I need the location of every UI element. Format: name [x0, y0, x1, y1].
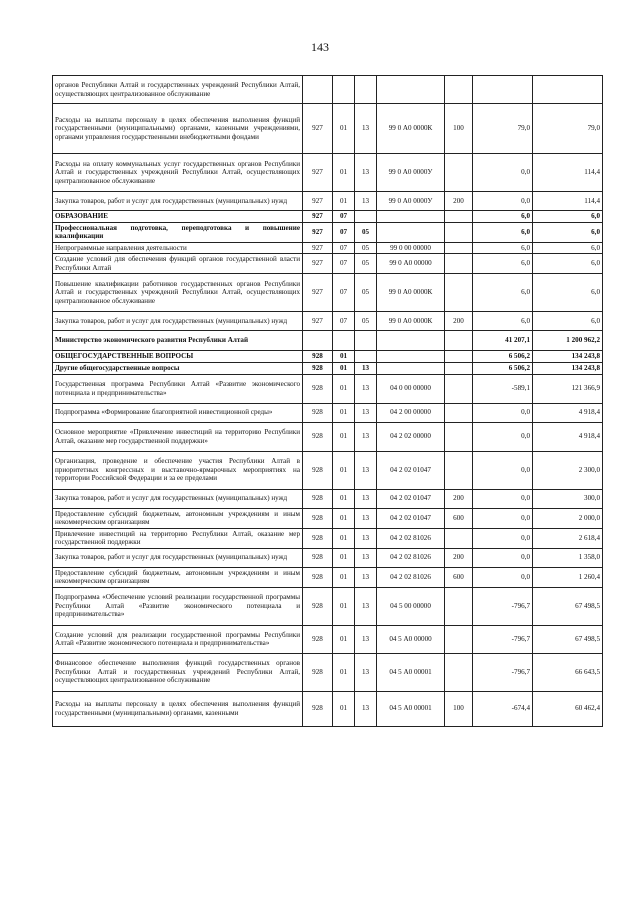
cell-target-article: 99 0 А0 0000К: [377, 104, 445, 154]
cell-target-article: 04 5 А0 00000: [377, 625, 445, 653]
cell-section: 01: [333, 192, 355, 211]
cell-ministry-code: 928: [303, 653, 333, 691]
cell-target-article: 99 0 00 00000: [377, 242, 445, 254]
cell-amount-change: 6,0: [473, 242, 533, 254]
cell-amount-total: 134 243,8: [533, 351, 603, 363]
cell-expense-type: 600: [445, 508, 473, 528]
cell-ministry-code: 927: [303, 104, 333, 154]
cell-name: Организация, проведение и обеспечение участия Республики Алтай в приоритетных конгрессных и выставочно-ярмарочных мероприятиях на территории Российской Федерации и за ее пределами: [53, 451, 303, 489]
cell-subsection: 05: [355, 222, 377, 242]
table-row: [53, 242, 603, 254]
table-row: [53, 567, 603, 587]
cell-expense-type: [445, 422, 473, 451]
table-row: [53, 211, 603, 223]
table-row: [53, 548, 603, 567]
cell-amount-total: 114,4: [533, 154, 603, 192]
cell-name: Предоставление субсидий бюджетным, автономным учреждениям и иным некоммерческим организациям: [53, 508, 303, 528]
cell-target-article: 04 2 02 81026: [377, 548, 445, 567]
cell-amount-change: 6,0: [473, 312, 533, 331]
cell-subsection: 05: [355, 274, 377, 312]
cell-name: Расходы на выплаты персоналу в целях обеспечения выполнения функций государственными (муниципальными) органами, казенными: [53, 691, 303, 726]
cell-section: 07: [333, 211, 355, 223]
cell-subsection: [355, 331, 377, 351]
table-row: [53, 331, 603, 351]
cell-name: Государственная программа Республики Алтай «Развитие экономического потенциала и предпринимательства»: [53, 374, 303, 403]
cell-name: Подпрограмма «Формирование благоприятной инвестиционной среды»: [53, 403, 303, 422]
cell-section: 01: [333, 528, 355, 548]
cell-target-article: 04 2 02 01047: [377, 508, 445, 528]
cell-expense-type: 600: [445, 567, 473, 587]
table-row: [53, 374, 603, 403]
table-row: [53, 528, 603, 548]
cell-subsection: [355, 211, 377, 223]
cell-amount-total: 66 643,5: [533, 653, 603, 691]
table-row: [53, 489, 603, 508]
cell-amount-total: 6,0: [533, 222, 603, 242]
cell-expense-type: [445, 211, 473, 223]
table-row: [53, 222, 603, 242]
cell-target-article: 04 2 02 01047: [377, 451, 445, 489]
cell-amount-total: 134 243,8: [533, 363, 603, 375]
cell-amount-change: 79,0: [473, 104, 533, 154]
cell-expense-type: 100: [445, 691, 473, 726]
cell-amount-total: [533, 76, 603, 104]
cell-ministry-code: 928: [303, 567, 333, 587]
cell-amount-total: 1 200 962,2: [533, 331, 603, 351]
cell-expense-type: 200: [445, 489, 473, 508]
cell-expense-type: [445, 403, 473, 422]
cell-section: 01: [333, 451, 355, 489]
cell-ministry-code: 928: [303, 489, 333, 508]
cell-name: Министерство экономического развития Республики Алтай: [53, 331, 303, 351]
cell-name: Создание условий для реализации государственной программы Республики Алтай «Развитие экономического потенциала и предпринимательства»: [53, 625, 303, 653]
cell-subsection: 13: [355, 403, 377, 422]
cell-ministry-code: 928: [303, 451, 333, 489]
cell-subsection: 13: [355, 508, 377, 528]
cell-amount-change: 0,0: [473, 154, 533, 192]
cell-target-article: 04 2 02 01047: [377, 489, 445, 508]
cell-subsection: [355, 76, 377, 104]
cell-name: ОБЩЕГОСУДАРСТВЕННЫЕ ВОПРОСЫ: [53, 351, 303, 363]
cell-expense-type: 200: [445, 192, 473, 211]
cell-subsection: 13: [355, 374, 377, 403]
cell-section: 01: [333, 587, 355, 625]
cell-expense-type: [445, 625, 473, 653]
cell-subsection: 13: [355, 451, 377, 489]
cell-subsection: 05: [355, 312, 377, 331]
cell-ministry-code: 928: [303, 691, 333, 726]
cell-target-article: 99 0 А0 0000К: [377, 312, 445, 331]
cell-target-article: [377, 76, 445, 104]
cell-section: 01: [333, 691, 355, 726]
cell-amount-total: 1 260,4: [533, 567, 603, 587]
cell-amount-change: 0,0: [473, 403, 533, 422]
cell-section: 01: [333, 567, 355, 587]
cell-section: 01: [333, 422, 355, 451]
cell-subsection: 05: [355, 242, 377, 254]
cell-subsection: 13: [355, 104, 377, 154]
cell-name: Закупка товаров, работ и услуг для государственных (муниципальных) нужд: [53, 548, 303, 567]
cell-amount-change: 0,0: [473, 548, 533, 567]
cell-subsection: 13: [355, 548, 377, 567]
cell-ministry-code: 927: [303, 312, 333, 331]
cell-amount-change: 6,0: [473, 274, 533, 312]
table-row: [53, 104, 603, 154]
table-row: [53, 625, 603, 653]
cell-target-article: 99 0 А0 0000У: [377, 154, 445, 192]
table-row: [53, 274, 603, 312]
cell-amount-total: 67 498,5: [533, 625, 603, 653]
cell-subsection: 13: [355, 489, 377, 508]
table-row: [53, 76, 603, 104]
cell-amount-total: 6,0: [533, 211, 603, 223]
cell-name: Повышение квалификации работников государственных органов Республики Алтай и государственных учреждений Республики Алтай, осуществляющих централизованное обслуживание: [53, 274, 303, 312]
cell-ministry-code: 927: [303, 211, 333, 223]
cell-target-article: [377, 211, 445, 223]
cell-section: 07: [333, 242, 355, 254]
cell-expense-type: 100: [445, 104, 473, 154]
budget-table: [52, 75, 603, 727]
cell-subsection: 13: [355, 192, 377, 211]
cell-section: 07: [333, 254, 355, 274]
cell-section: 07: [333, 312, 355, 331]
cell-subsection: 13: [355, 587, 377, 625]
table-row: [53, 312, 603, 331]
cell-amount-change: [473, 76, 533, 104]
table-row: [53, 587, 603, 625]
cell-amount-total: 79,0: [533, 104, 603, 154]
cell-ministry-code: 928: [303, 422, 333, 451]
cell-amount-change: -796,7: [473, 625, 533, 653]
cell-target-article: [377, 222, 445, 242]
cell-section: 01: [333, 625, 355, 653]
cell-name: Расходы на оплату коммунальных услуг государственных органов Республики Алтай и государственных учреждений Республики Алтай, осуществляющих централизованное обслуживание: [53, 154, 303, 192]
cell-name: Основное мероприятие «Привлечение инвестиций на территорию Республики Алтай, оказание мер государственной поддержки»: [53, 422, 303, 451]
cell-ministry-code: 928: [303, 587, 333, 625]
table-row: [53, 691, 603, 726]
cell-amount-change: 0,0: [473, 528, 533, 548]
cell-expense-type: 200: [445, 312, 473, 331]
cell-expense-type: [445, 222, 473, 242]
table-row: [53, 254, 603, 274]
cell-amount-total: 2 000,0: [533, 508, 603, 528]
cell-ministry-code: 927: [303, 154, 333, 192]
cell-target-article: 04 2 02 81026: [377, 528, 445, 548]
cell-name: Расходы на выплаты персоналу в целях обеспечения выполнения функций государственными (муниципальными) органами, казенными учреждениями, органами управления государственными внебюджетными фондами: [53, 104, 303, 154]
cell-amount-change: -589,1: [473, 374, 533, 403]
cell-amount-change: 0,0: [473, 508, 533, 528]
cell-subsection: 13: [355, 363, 377, 375]
cell-subsection: 13: [355, 625, 377, 653]
cell-subsection: 13: [355, 528, 377, 548]
cell-section: 01: [333, 363, 355, 375]
cell-section: 01: [333, 508, 355, 528]
cell-name: Непрограммные направления деятельности: [53, 242, 303, 254]
cell-ministry-code: [303, 76, 333, 104]
cell-name: Финансовое обеспечение выполнения функций государственных органов Республики Алтай и государственных учреждений Республики Алтай, осуществляющих централизованное обслуживание: [53, 653, 303, 691]
cell-ministry-code: 928: [303, 351, 333, 363]
cell-amount-change: 6,0: [473, 222, 533, 242]
cell-ministry-code: 927: [303, 254, 333, 274]
cell-target-article: 04 2 02 00000: [377, 422, 445, 451]
cell-section: 07: [333, 222, 355, 242]
cell-amount-change: -796,7: [473, 653, 533, 691]
cell-subsection: 13: [355, 567, 377, 587]
cell-expense-type: [445, 374, 473, 403]
cell-ministry-code: [303, 331, 333, 351]
cell-section: 01: [333, 374, 355, 403]
cell-expense-type: [445, 76, 473, 104]
cell-ministry-code: 928: [303, 548, 333, 567]
cell-section: [333, 331, 355, 351]
cell-amount-change: 0,0: [473, 192, 533, 211]
cell-ministry-code: 927: [303, 222, 333, 242]
cell-subsection: [355, 351, 377, 363]
cell-section: 01: [333, 489, 355, 508]
cell-target-article: 99 0 А0 0000К: [377, 274, 445, 312]
cell-amount-change: 41 207,1: [473, 331, 533, 351]
cell-name: Предоставление субсидий бюджетным, автономным учреждениям и иным некоммерческим организациям: [53, 567, 303, 587]
cell-section: 01: [333, 403, 355, 422]
cell-target-article: 04 5 00 00000: [377, 587, 445, 625]
cell-expense-type: [445, 351, 473, 363]
cell-target-article: 99 0 А0 0000У: [377, 192, 445, 211]
cell-ministry-code: 928: [303, 625, 333, 653]
table-row: [53, 508, 603, 528]
cell-ministry-code: 928: [303, 403, 333, 422]
cell-target-article: 04 5 А0 00001: [377, 653, 445, 691]
cell-subsection: 05: [355, 254, 377, 274]
cell-section: 01: [333, 548, 355, 567]
cell-amount-total: 6,0: [533, 274, 603, 312]
cell-ministry-code: 928: [303, 528, 333, 548]
cell-amount-total: 2 618,4: [533, 528, 603, 548]
cell-subsection: 13: [355, 691, 377, 726]
cell-amount-total: 114,4: [533, 192, 603, 211]
cell-name: Создание условий для обеспечения функций органов государственной власти Республики Алтай: [53, 254, 303, 274]
cell-name: Привлечение инвестиций на территорию Республики Алтай, оказание мер государственной поддержки: [53, 528, 303, 548]
cell-expense-type: [445, 274, 473, 312]
cell-expense-type: [445, 528, 473, 548]
cell-ministry-code: 927: [303, 192, 333, 211]
cell-amount-change: -674,4: [473, 691, 533, 726]
cell-amount-change: -796,7: [473, 587, 533, 625]
table-row: [53, 192, 603, 211]
cell-amount-change: 0,0: [473, 451, 533, 489]
cell-subsection: 13: [355, 422, 377, 451]
cell-amount-total: 4 918,4: [533, 403, 603, 422]
cell-subsection: 13: [355, 653, 377, 691]
cell-amount-total: 2 300,0: [533, 451, 603, 489]
cell-target-article: 04 2 00 00000: [377, 403, 445, 422]
cell-target-article: 04 5 А0 00001: [377, 691, 445, 726]
cell-target-article: [377, 331, 445, 351]
cell-name: Профессиональная подготовка, переподготовка и повышение квалификации: [53, 222, 303, 242]
cell-amount-total: 1 358,0: [533, 548, 603, 567]
cell-amount-total: 4 918,4: [533, 422, 603, 451]
cell-section: 01: [333, 351, 355, 363]
cell-amount-total: 6,0: [533, 312, 603, 331]
cell-expense-type: [445, 331, 473, 351]
cell-amount-change: 0,0: [473, 489, 533, 508]
cell-amount-change: 6,0: [473, 254, 533, 274]
cell-amount-change: 6 506,2: [473, 363, 533, 375]
table-row: [53, 154, 603, 192]
cell-amount-change: 6 506,2: [473, 351, 533, 363]
cell-name: органов Республики Алтай и государственных учреждений Республики Алтай, осуществляющих централизованное обслуживание: [53, 76, 303, 104]
cell-target-article: [377, 363, 445, 375]
cell-name: Закупка товаров, работ и услуг для государственных (муниципальных) нужд: [53, 312, 303, 331]
cell-name: Подпрограмма «Обеспечение условий реализации государственной программы Республики Алтай «Развитие экономического потенциала и предпринимательства»: [53, 587, 303, 625]
cell-expense-type: [445, 363, 473, 375]
cell-name: Закупка товаров, работ и услуг для государственных (муниципальных) нужд: [53, 489, 303, 508]
cell-name: Закупка товаров, работ и услуг для государственных (муниципальных) нужд: [53, 192, 303, 211]
cell-amount-total: 6,0: [533, 242, 603, 254]
cell-expense-type: [445, 587, 473, 625]
table-row: [53, 653, 603, 691]
cell-section: 01: [333, 653, 355, 691]
cell-ministry-code: 927: [303, 242, 333, 254]
cell-ministry-code: 928: [303, 363, 333, 375]
cell-target-article: [377, 351, 445, 363]
cell-amount-total: 6,0: [533, 254, 603, 274]
cell-name: ОБРАЗОВАНИЕ: [53, 211, 303, 223]
cell-expense-type: [445, 653, 473, 691]
cell-amount-change: 6,0: [473, 211, 533, 223]
table-row: [53, 363, 603, 375]
cell-amount-change: 0,0: [473, 422, 533, 451]
cell-section: 01: [333, 104, 355, 154]
cell-name: Другие общегосударственные вопросы: [53, 363, 303, 375]
cell-amount-total: 67 498,5: [533, 587, 603, 625]
page-number: 143: [311, 40, 329, 54]
table-row: [53, 403, 603, 422]
cell-amount-total: 300,0: [533, 489, 603, 508]
cell-expense-type: [445, 154, 473, 192]
cell-section: 01: [333, 154, 355, 192]
cell-expense-type: 200: [445, 548, 473, 567]
cell-section: [333, 76, 355, 104]
cell-target-article: 99 0 А0 00000: [377, 254, 445, 274]
cell-expense-type: [445, 254, 473, 274]
cell-subsection: 13: [355, 154, 377, 192]
cell-expense-type: [445, 451, 473, 489]
table-row: [53, 351, 603, 363]
cell-section: 07: [333, 274, 355, 312]
cell-ministry-code: 927: [303, 274, 333, 312]
cell-amount-change: 0,0: [473, 567, 533, 587]
cell-target-article: 04 2 02 81026: [377, 567, 445, 587]
table-row: [53, 422, 603, 451]
cell-amount-total: 121 366,9: [533, 374, 603, 403]
table-row: [53, 451, 603, 489]
cell-expense-type: [445, 242, 473, 254]
cell-ministry-code: 928: [303, 374, 333, 403]
cell-target-article: 04 0 00 00000: [377, 374, 445, 403]
cell-ministry-code: 928: [303, 508, 333, 528]
cell-amount-total: 60 462,4: [533, 691, 603, 726]
